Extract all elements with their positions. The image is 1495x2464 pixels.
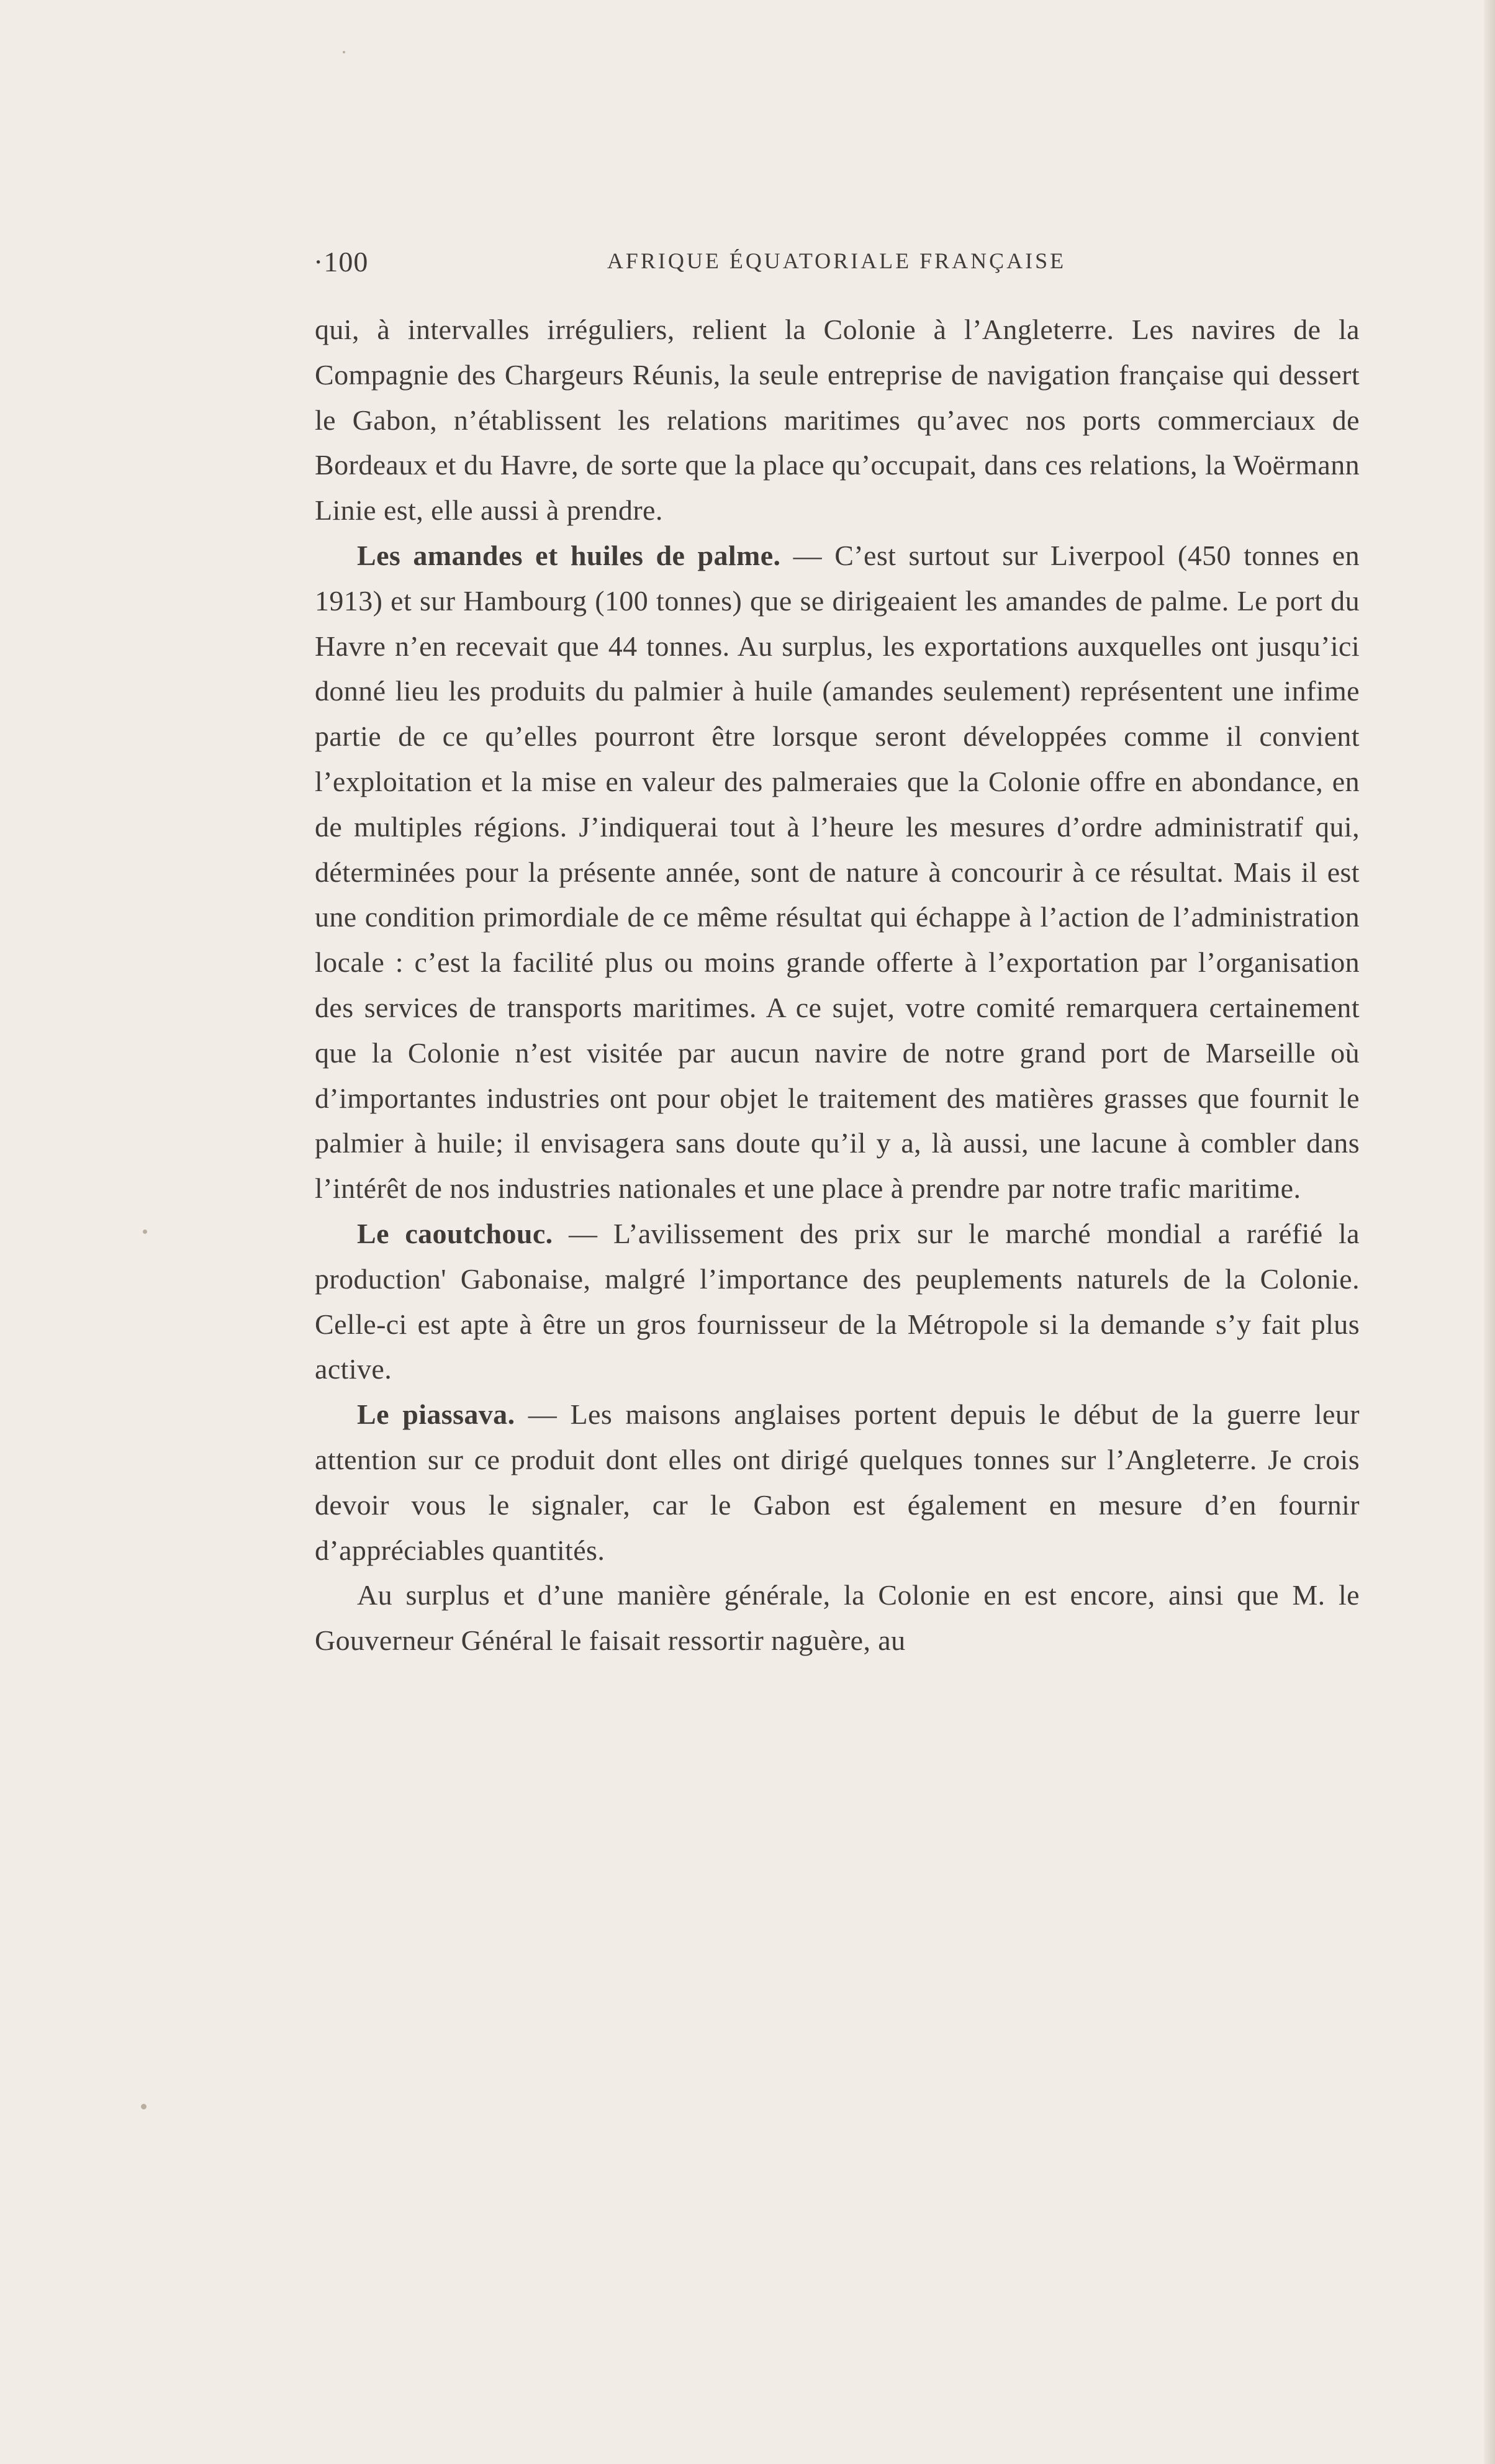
paper-speck [143,1230,147,1234]
body-text [315,307,1360,1664]
paper-speck [141,2104,147,2109]
paragraph-text: — L’avilissement des prix sur le marché mondial a raréfié la production' Gabonaise, malgré l’importance des peuplements naturels de la Colonie. Celle-ci est apte à être un gros fournisseur de la Métropole si la demande s’y fait plus active. [315,1217,1360,1385]
paragraph-piassava [315,1392,1360,1573]
page-number: ·100 [314,246,369,278]
section-heading-piassava: Le piassava. [357,1398,515,1431]
paragraph-continuation [315,307,1360,533]
running-title: AFRIQUE ÉQUATORIALE FRANÇAISE [607,248,1067,273]
paragraph-palm-kernels [315,533,1360,1212]
paper-speck [343,51,345,53]
page-header [314,245,1360,283]
paragraph-rubber [315,1212,1360,1392]
paragraph-general [315,1573,1360,1664]
section-heading-rubber: Le caoutchouc. [357,1217,553,1249]
section-heading-palm-kernels: Les amandes et huiles de palme. [357,539,781,571]
paragraph-text: — C’est surtout sur Liverpool (450 tonnes en 1913) et sur Hambourg (100 tonnes) que se dirigeaient les amandes de palme. Le port du Havre n’en recevait que 44 tonnes. Au surplus, les exportations auxquelles ont jusqu’ici donné lieu les produits du palmier à huile (amandes seulement) représentent une infime partie de ce qu’elles pourront être lorsque seront développées comme il convient l’exploitation et la mise en valeur des palmeraies que la Colonie offre en abondance, en de multiples régions. J’indiquerai tout à l’heure les mesures d’ordre administratif qui, déterminées pour la présente année, sont de nature à concourir à ce résultat. Mais il est une condition primordiale de ce même résultat qui échappe à l’action de l’administration locale : c’est la facilité plus ou moins grande offerte à l’exportation par l’organisation des services de transports maritimes. A ce sujet, votre comité remarquera certainement que la Colonie n’est visitée par aucun navire de notre grand port de Marseille où d’importantes industries ont pour objet le traitement des matières grasses que fournit le palmier à huile; il envisagera sans doute qu’il y a, là aussi, une lacune à combler dans l’intérêt de nos industries nationales et une place à prendre par notre trafic maritime. [315,539,1360,1205]
paragraph-text: Au surplus et d’une manière générale, la Colonie en est encore, ainsi que M. le Gouverneur Général le faisait ressortir naguère, au [315,1579,1360,1657]
page-edge-shadow [1484,0,1495,2464]
paragraph-text: qui, à intervalles irréguliers, relient la Colonie à l’Angleterre. Les navires de la Compagnie des Chargeurs Réunis, la seule entreprise de navigation française qui dessert le Gabon, n’établissent les relations maritimes qu’avec nos ports commerciaux de Bordeaux et du Havre, de sorte que la place qu’occupait, dans ces relations, la Woërmann Linie est, elle aussi à prendre. [315,314,1360,527]
paragraph-text: — Les maisons anglaises portent depuis le début de la guerre leur attention sur ce produit dont elles ont dirigé quelques tonnes sur l’Angleterre. Je crois devoir vous le signaler, car le Gabon est également en mesure d’en fournir d’appréciables quantités. [315,1398,1360,1566]
